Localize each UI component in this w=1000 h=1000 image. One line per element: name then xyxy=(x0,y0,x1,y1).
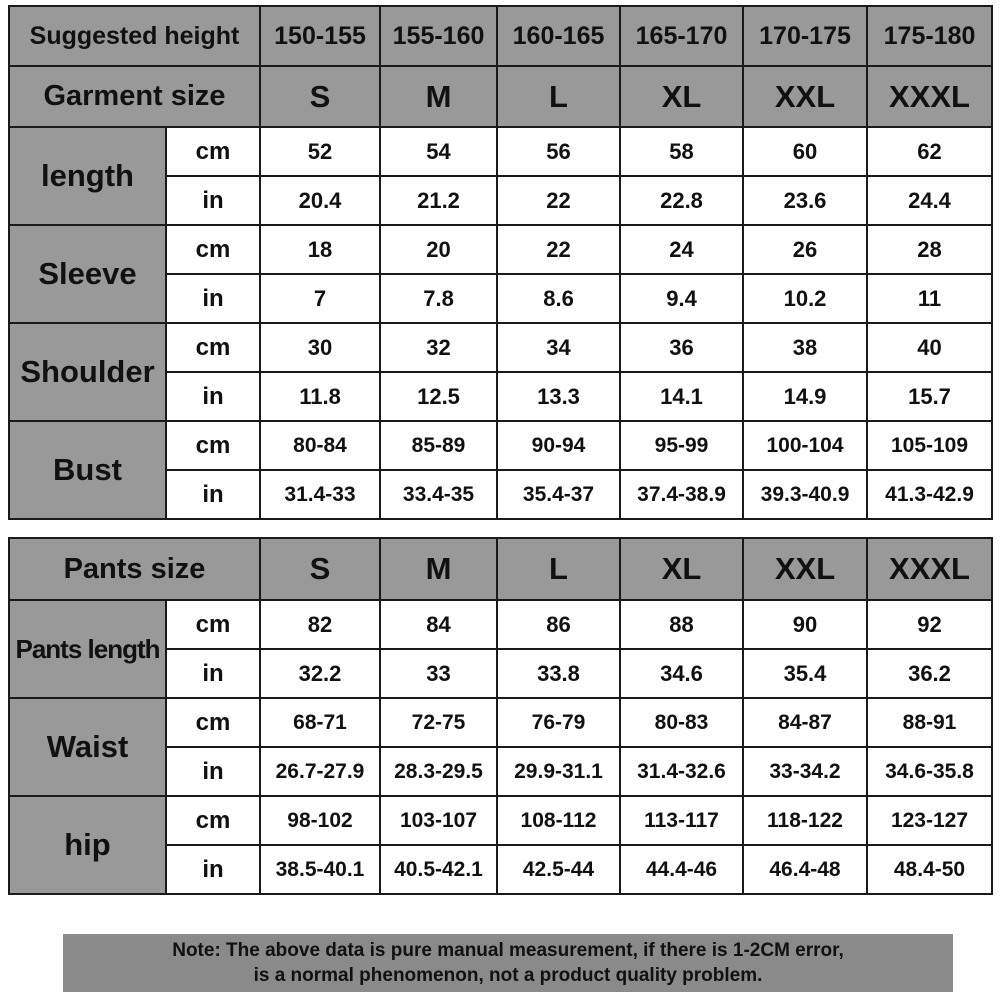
value-cell: 98-102 xyxy=(260,796,380,845)
value-cell: 95-99 xyxy=(620,421,743,470)
value-cell: 37.4-38.9 xyxy=(620,470,743,519)
value-cell: 88 xyxy=(620,600,743,649)
value-cell: 76-79 xyxy=(497,698,620,747)
value-cell: 60 xyxy=(743,127,867,176)
value-cell: 29.9-31.1 xyxy=(497,747,620,796)
table-row xyxy=(9,600,992,649)
size-cell: L xyxy=(497,538,620,600)
value-cell: 13.3 xyxy=(497,372,620,421)
unit-cm: cm xyxy=(166,796,260,845)
row-label-sleeve: Sleeve xyxy=(9,225,166,323)
value-cell: 26 xyxy=(743,225,867,274)
value-cell: 103-107 xyxy=(380,796,497,845)
value-cell: 36 xyxy=(620,323,743,372)
value-cell: 7.8 xyxy=(380,274,497,323)
size-cell: M xyxy=(380,538,497,600)
value-cell: 68-71 xyxy=(260,698,380,747)
row-label-length: length xyxy=(9,127,166,225)
unit-cm: cm xyxy=(166,323,260,372)
value-cell: 86 xyxy=(497,600,620,649)
value-cell: 34.6-35.8 xyxy=(867,747,992,796)
value-cell: 33.4-35 xyxy=(380,470,497,519)
value-cell: 7 xyxy=(260,274,380,323)
value-cell: 85-89 xyxy=(380,421,497,470)
value-cell: 24.4 xyxy=(867,176,992,225)
table-row xyxy=(9,127,992,176)
value-cell: 31.4-32.6 xyxy=(620,747,743,796)
value-cell: 90-94 xyxy=(497,421,620,470)
note-line-1: Note: The above data is pure manual measurement, if there is 1-2CM error, xyxy=(172,940,844,961)
value-cell: 15.7 xyxy=(867,372,992,421)
row-label-hip: hip xyxy=(9,796,166,894)
value-cell: 80-83 xyxy=(620,698,743,747)
value-cell: 52 xyxy=(260,127,380,176)
size-cell: L xyxy=(497,66,620,127)
value-cell: 33.8 xyxy=(497,649,620,698)
height-cell: 150-155 xyxy=(260,6,380,66)
value-cell: 35.4-37 xyxy=(497,470,620,519)
unit-cm: cm xyxy=(166,600,260,649)
value-cell: 18 xyxy=(260,225,380,274)
value-cell: 20 xyxy=(380,225,497,274)
value-cell: 123-127 xyxy=(867,796,992,845)
height-cell: 160-165 xyxy=(497,6,620,66)
value-cell: 84-87 xyxy=(743,698,867,747)
unit-cm: cm xyxy=(166,421,260,470)
value-cell: 12.5 xyxy=(380,372,497,421)
value-cell: 11.8 xyxy=(260,372,380,421)
table-row xyxy=(9,698,992,747)
value-cell: 84 xyxy=(380,600,497,649)
size-cell: XL xyxy=(620,66,743,127)
value-cell: 14.1 xyxy=(620,372,743,421)
value-cell: 40.5-42.1 xyxy=(380,845,497,894)
value-cell: 32.2 xyxy=(260,649,380,698)
value-cell: 40 xyxy=(867,323,992,372)
pants-size-header-row xyxy=(9,538,992,600)
unit-cm: cm xyxy=(166,127,260,176)
value-cell: 42.5-44 xyxy=(497,845,620,894)
garment-size-table xyxy=(8,5,993,520)
size-cell: S xyxy=(260,66,380,127)
unit-in: in xyxy=(166,649,260,698)
value-cell: 100-104 xyxy=(743,421,867,470)
unit-in: in xyxy=(166,470,260,519)
row-label-shoulder: Shoulder xyxy=(9,323,166,421)
value-cell: 38 xyxy=(743,323,867,372)
value-cell: 41.3-42.9 xyxy=(867,470,992,519)
value-cell: 48.4-50 xyxy=(867,845,992,894)
value-cell: 14.9 xyxy=(743,372,867,421)
value-cell: 38.5-40.1 xyxy=(260,845,380,894)
value-cell: 8.6 xyxy=(497,274,620,323)
value-cell: 62 xyxy=(867,127,992,176)
height-cell: 170-175 xyxy=(743,6,867,66)
value-cell: 39.3-40.9 xyxy=(743,470,867,519)
value-cell: 31.4-33 xyxy=(260,470,380,519)
value-cell: 54 xyxy=(380,127,497,176)
value-cell: 22.8 xyxy=(620,176,743,225)
table-row xyxy=(9,323,992,372)
unit-in: in xyxy=(166,274,260,323)
value-cell: 22 xyxy=(497,225,620,274)
value-cell: 108-112 xyxy=(497,796,620,845)
value-cell: 9.4 xyxy=(620,274,743,323)
row-label-bust: Bust xyxy=(9,421,166,519)
suggested-height-header: Suggested height xyxy=(9,6,260,66)
size-cell: M xyxy=(380,66,497,127)
value-cell: 118-122 xyxy=(743,796,867,845)
value-cell: 90 xyxy=(743,600,867,649)
value-cell: 56 xyxy=(497,127,620,176)
value-cell: 32 xyxy=(380,323,497,372)
row-label-pants-length: Pants length xyxy=(9,600,166,698)
value-cell: 33-34.2 xyxy=(743,747,867,796)
value-cell: 24 xyxy=(620,225,743,274)
value-cell: 44.4-46 xyxy=(620,845,743,894)
value-cell: 11 xyxy=(867,274,992,323)
value-cell: 36.2 xyxy=(867,649,992,698)
pants-size-header: Pants size xyxy=(9,538,260,600)
value-cell: 88-91 xyxy=(867,698,992,747)
value-cell: 82 xyxy=(260,600,380,649)
size-cell: XXXL xyxy=(867,538,992,600)
size-cell: XL xyxy=(620,538,743,600)
size-cell: S xyxy=(260,538,380,600)
table-row xyxy=(9,421,992,470)
table-row xyxy=(9,225,992,274)
value-cell: 34 xyxy=(497,323,620,372)
value-cell: 22 xyxy=(497,176,620,225)
height-cell: 155-160 xyxy=(380,6,497,66)
value-cell: 30 xyxy=(260,323,380,372)
size-cell: XXXL xyxy=(867,66,992,127)
height-cell: 165-170 xyxy=(620,6,743,66)
garment-size-header: Garment size xyxy=(9,66,260,127)
size-cell: XXL xyxy=(743,538,867,600)
unit-in: in xyxy=(166,747,260,796)
height-cell: 175-180 xyxy=(867,6,992,66)
size-cell: XXL xyxy=(743,66,867,127)
value-cell: 33 xyxy=(380,649,497,698)
unit-in: in xyxy=(166,372,260,421)
value-cell: 105-109 xyxy=(867,421,992,470)
row-label-waist: Waist xyxy=(9,698,166,796)
value-cell: 92 xyxy=(867,600,992,649)
unit-cm: cm xyxy=(166,225,260,274)
value-cell: 46.4-48 xyxy=(743,845,867,894)
garment-size-header-row xyxy=(9,66,992,127)
value-cell: 34.6 xyxy=(620,649,743,698)
unit-in: in xyxy=(166,176,260,225)
value-cell: 20.4 xyxy=(260,176,380,225)
value-cell: 113-117 xyxy=(620,796,743,845)
pants-size-table xyxy=(8,537,993,895)
value-cell: 72-75 xyxy=(380,698,497,747)
value-cell: 23.6 xyxy=(743,176,867,225)
value-cell: 28 xyxy=(867,225,992,274)
unit-cm: cm xyxy=(166,698,260,747)
value-cell: 26.7-27.9 xyxy=(260,747,380,796)
value-cell: 58 xyxy=(620,127,743,176)
unit-in: in xyxy=(166,845,260,894)
value-cell: 80-84 xyxy=(260,421,380,470)
value-cell: 21.2 xyxy=(380,176,497,225)
value-cell: 28.3-29.5 xyxy=(380,747,497,796)
value-cell: 10.2 xyxy=(743,274,867,323)
measurement-note xyxy=(63,934,953,992)
value-cell: 35.4 xyxy=(743,649,867,698)
table-row xyxy=(9,796,992,845)
note-line-2: is a normal phenomenon, not a product quality problem. xyxy=(253,965,763,986)
height-header-row xyxy=(9,6,992,66)
